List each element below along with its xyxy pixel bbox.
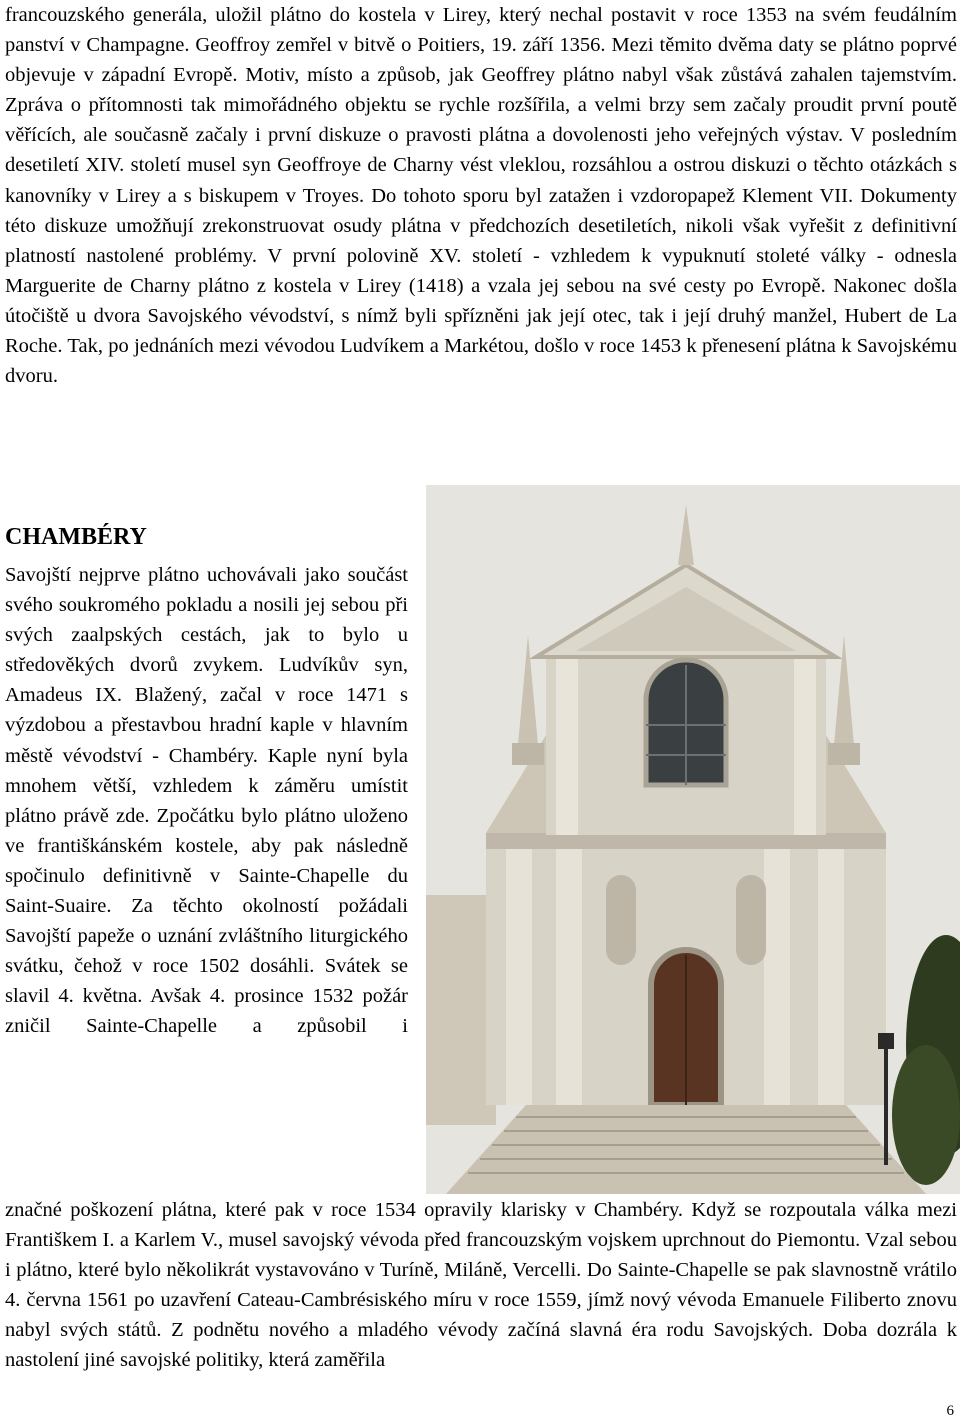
section-heading-chambery: CHAMBÉRY xyxy=(5,524,147,550)
continuation-paragraph: značné poškození plátna, které pak v roce 1534 opravily klarisky v Chambéry. Když se rozpoutala válka mezi Františkem I. a Karlem V., musel savojský vévoda před francouzským vojskem uprchnout do Piemontu. Vzal sebou i plátno, které bylo několikrát vystavováno v Turíně, Miláně, Vercelli. Do Sainte-Chapelle se pak slavnostně vrátilo 4. června 1561 po uzavření Cateau-Cambrésiského míru v roce 1559, jímž nový vévoda Emanuele Filiberto znovu nabyl svých států. Z podnětu nového a mladého vévody začíná slavná éra rodu Savojských. Doba dozrála k nastolení jiné savojské politiky, která zaměřila xyxy=(5,1199,957,1372)
column-paragraph-text: Savojští nejprve plátno uchovávali jako součást svého soukromého pokladu a nosili jej sebou při svých zaalpských cestách, jak to bylo u středověkých dvorů zvykem. Ludvíkův syn, Amadeus IX. Blažený, začal v roce 1471 s výzdobou a přestavbou hradní kaple v hlavním městě vévodství - Chambéry. Kaple nyní byla mnohem větší, vzhledem k záměru umístit plátno právě zde. Zpočátku bylo plátno uloženo ve františkánském kostele, aby pak následně spočinulo definitivně v Sainte-Chapelle du Saint-Suaire. Za těchto okolností požádali Savojští papeže o uznání zvláštního liturgického svátku, čehož v roce 1502 dosáhli. Svátek se slavil 4. května. Avšak 4. prosince 1532 požár zničil Sainte-Chapelle a způsobil i xyxy=(5,564,408,1038)
page-number: 6 xyxy=(946,1403,954,1419)
chapel-photo xyxy=(426,485,960,1194)
column-paragraph xyxy=(5,560,408,1042)
intro-paragraph: francouzského generála, uložil plátno do kostela v Lirey, který nechal postavit v roce 1353 na svém feudálním panství v Champagne. Geoffroy zemřel v bitvě o Poitiers, 19. září 1356. Mezi těmito dvěma daty se plátno poprvé objevuje v západní Evropě. Motiv, místo a způsob, jak Geoffrey plátno nabyl však zůstává zahalen tajemstvím. Zpráva o přítomnosti tak mimořádného objektu se rychle rozšířila, a velmi brzy sem začaly proudit první poutě věřících, ale současně začaly i první diskuze o pravosti plátna a dovolenosti jeho veřejných výstav. V posledním desetiletí XIV. století musel syn Geoffroye de Charny vést vleklou, rozsáhlou a ostrou diskuzi o těchto otázkách s kanovníky v Lirey a s biskupem v Troyes. Do tohoto sporu byl zatažen i vzdoropapež Klement VII. Dokumenty této diskuze umožňují zrekonstruovat osudy plátna v předchozích desetiletích, nikoli však vyřešit z definitivní platností nastolené problémy. V první polovině XV. století - vzhledem k vypuknutí stoleté války - odnesla Marguerite de Charny plátno z kostela v Lirey (1418) a vzala jej sebou na své cesty po Evropě. Nakonec došla útočiště u dvora Savojského vévodství, s nímž byli spřízněni jak její otec, tak i její druhý manžel, Hubert de La Roche. Tak, po jednáních mezi vévodou Ludvíkem a Markétou, došlo v roce 1453 k přenesení plátna k Savojskému dvoru. xyxy=(5,4,957,388)
chapel-facade-illustration xyxy=(426,485,960,1194)
